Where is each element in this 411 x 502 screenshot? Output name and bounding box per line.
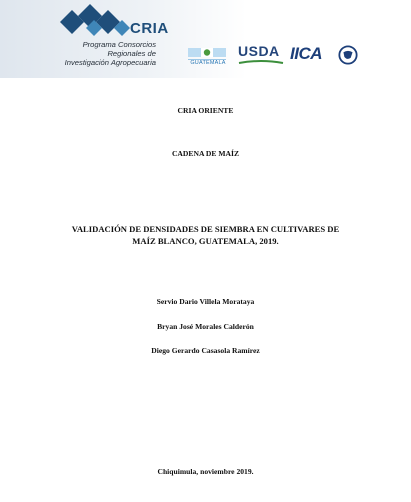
chain-heading: CADENA DE MAÍZ: [171, 149, 240, 158]
iica-logo: [290, 44, 362, 68]
cria-subtitle-line: Investigación Agropecuaria: [64, 58, 156, 68]
maga-guatemala-logo: [182, 42, 232, 68]
place-date: Chiquimula, noviembre 2019.: [157, 467, 254, 476]
region-heading: CRIA ORIENTE: [177, 106, 234, 115]
cria-diamonds-icon: [48, 2, 138, 38]
author: Servio Dario Villela Morataya: [156, 297, 255, 306]
title-line: VALIDACIÓN DE DENSIDADES DE SIEMBRA EN CULTIVARES DE: [71, 224, 340, 234]
document-title: [50, 224, 361, 247]
maga-guatemala-text: GUATEMALA: [190, 60, 226, 66]
cria-logo: [38, 2, 198, 76]
cria-subtitle: [38, 40, 156, 68]
cria-subtitle-line: Programa Consorcios: [82, 40, 156, 49]
usda-logo: [238, 43, 284, 67]
partner-logos: [182, 40, 362, 74]
author: Diego Gerardo Casasola Ramírez: [151, 346, 260, 355]
usda-underline-icon: [238, 59, 284, 67]
cria-wordmark: CRIA: [130, 20, 169, 37]
usda-text: USDA: [238, 43, 280, 59]
author: Bryan José Morales Calderón: [157, 322, 254, 331]
iica-globe-icon: [338, 45, 358, 65]
iica-text: IICA: [290, 44, 322, 63]
cria-subtitle-line: Regionales de: [107, 49, 156, 59]
title-line: MAÍZ BLANCO, GUATEMALA, 2019.: [132, 235, 279, 246]
